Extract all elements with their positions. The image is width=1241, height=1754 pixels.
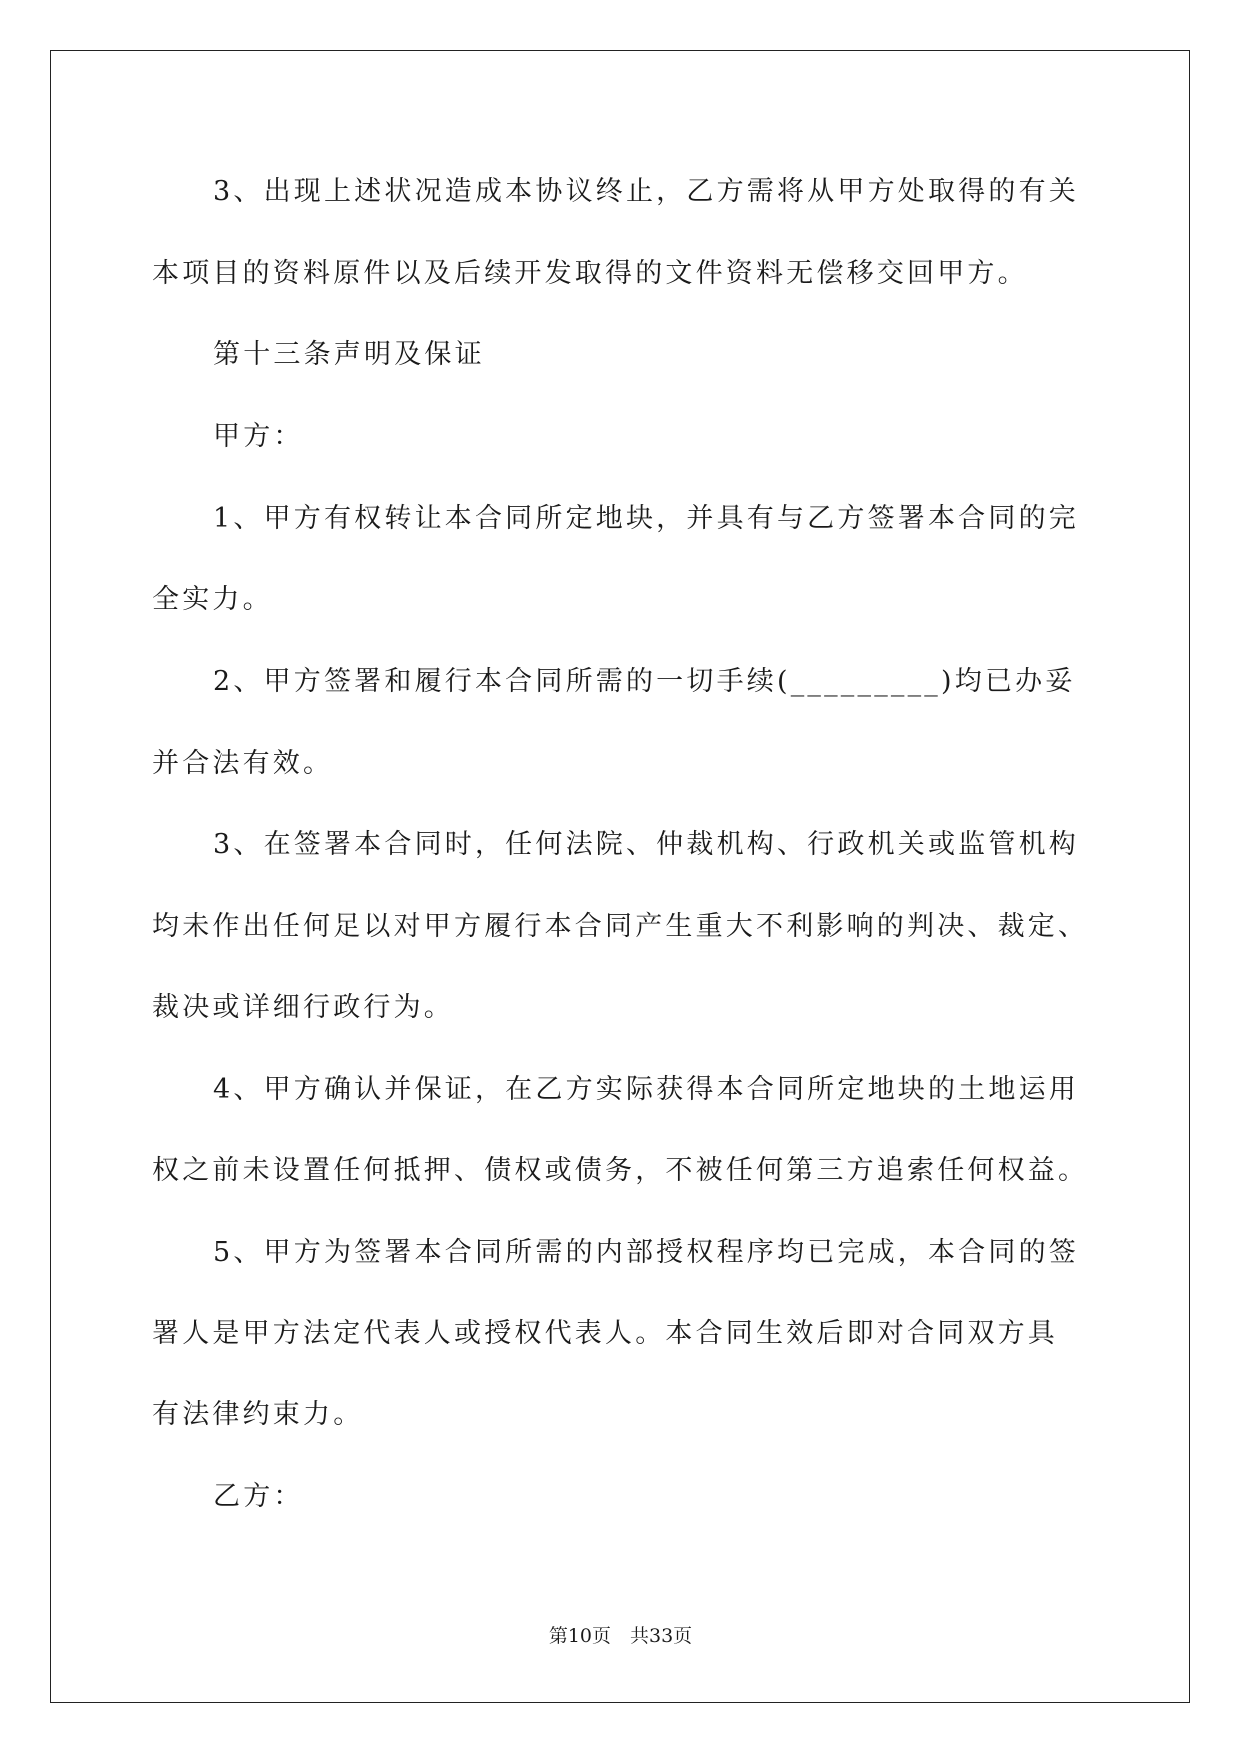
party-a-heading: 甲方： (213, 421, 304, 452)
paragraph-line: 并合法有效。 (152, 748, 334, 779)
paragraph-line: 3、在签署本合同时，任何法院、仲裁机构、行政机关或监管机构 (213, 829, 1079, 860)
paragraph-line: 1、甲方有权转让本合同所定地块，并具有与乙方签署本合同的完 (213, 503, 1079, 534)
paragraph-line: 有法律约束力。 (152, 1399, 364, 1430)
paragraph-line: 权之前未设置任何抵押、债权或债务，不被任何第三方追索任何权益。 (152, 1155, 1089, 1186)
paragraph-line: 本项目的资料原件以及后续开发取得的文件资料无偿移交回甲方。 (152, 258, 1028, 289)
paragraph-line: 裁决或详细行政行为。 (152, 992, 454, 1023)
paragraph-line: 署人是甲方法定代表人或授权代表人。本合同生效后即对合同双方具 (152, 1318, 1058, 1349)
paragraph-line: 均未作出任何足以对甲方履行本合同产生重大不利影响的判决、裁定、 (152, 911, 1089, 942)
paragraph-line: 全实力。 (152, 584, 273, 615)
paragraph-line: 2、甲方签署和履行本合同所需的一切手续(_________)均已办妥 (213, 666, 1076, 697)
paragraph-line: 5、甲方为签署本合同所需的内部授权程序均已完成，本合同的签 (213, 1237, 1079, 1268)
page-number: 第10页 共33页 (548, 1625, 693, 1647)
page-footer (0, 1624, 1241, 1648)
page-border (50, 50, 1190, 1703)
section-heading: 第十三条声明及保证 (213, 339, 485, 370)
party-b-heading: 乙方： (213, 1481, 304, 1512)
paragraph-line: 4、甲方确认并保证，在乙方实际获得本合同所定地块的土地运用 (213, 1074, 1079, 1105)
paragraph-line: 3、出现上述状况造成本协议终止，乙方需将从甲方处取得的有关 (213, 176, 1079, 207)
